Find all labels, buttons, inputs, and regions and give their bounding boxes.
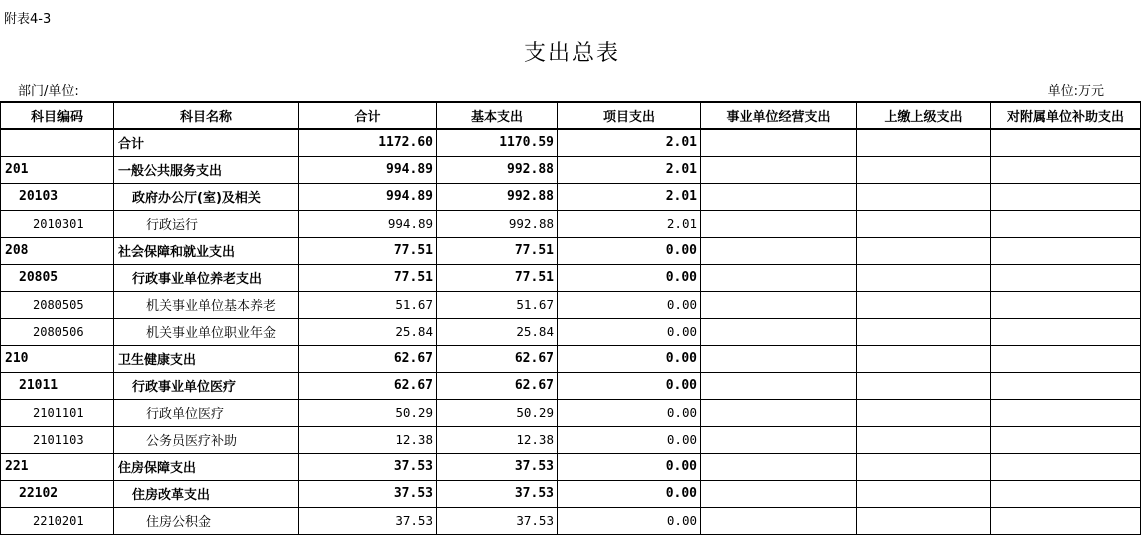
- cell-basic: 37.53: [437, 480, 558, 507]
- cell-code: 22102: [1, 480, 114, 507]
- annex-label: 附表4-3: [4, 12, 52, 27]
- cell-upper: [857, 372, 991, 399]
- expenditure-table: [0, 101, 1141, 535]
- cell-project: 0.00: [558, 480, 701, 507]
- table-row: [1, 237, 1141, 264]
- cell-upper: [857, 264, 991, 291]
- cell-code: 208: [1, 237, 114, 264]
- cell-project: 2.01: [558, 129, 701, 156]
- table-row: [1, 291, 1141, 318]
- cell-total: 994.89: [299, 210, 437, 237]
- cell-total: 37.53: [299, 453, 437, 480]
- cell-name: 公务员医疗补助: [114, 426, 299, 453]
- cell-project: 2.01: [558, 156, 701, 183]
- cell-total: 77.51: [299, 237, 437, 264]
- cell-name: 卫生健康支出: [114, 345, 299, 372]
- department-label: 部门/单位:: [18, 84, 79, 99]
- cell-total: 37.53: [299, 480, 437, 507]
- header-code: 科目编码: [1, 102, 114, 129]
- cell-total: 62.67: [299, 345, 437, 372]
- table-row: [1, 372, 1141, 399]
- header-project: 项目支出: [558, 102, 701, 129]
- cell-name: 行政单位医疗: [114, 399, 299, 426]
- cell-name: 政府办公厅(室)及相关: [114, 183, 299, 210]
- cell-basic: 992.88: [437, 183, 558, 210]
- cell-subsidy: [991, 291, 1141, 318]
- cell-subsidy: [991, 237, 1141, 264]
- cell-project: 0.00: [558, 291, 701, 318]
- cell-upper: [857, 156, 991, 183]
- cell-basic: 992.88: [437, 156, 558, 183]
- cell-business: [701, 372, 857, 399]
- cell-business: [701, 183, 857, 210]
- cell-business: [701, 156, 857, 183]
- cell-subsidy: [991, 372, 1141, 399]
- cell-code: 2101103: [1, 426, 114, 453]
- cell-basic: 50.29: [437, 399, 558, 426]
- cell-name: 机关事业单位基本养老: [114, 291, 299, 318]
- cell-project: 0.00: [558, 237, 701, 264]
- cell-code: 20103: [1, 183, 114, 210]
- cell-basic: 77.51: [437, 264, 558, 291]
- cell-project: 0.00: [558, 372, 701, 399]
- cell-business: [701, 237, 857, 264]
- cell-name: 合计: [114, 129, 299, 156]
- cell-code: 2080505: [1, 291, 114, 318]
- cell-total: 50.29: [299, 399, 437, 426]
- cell-subsidy: [991, 507, 1141, 534]
- cell-subsidy: [991, 156, 1141, 183]
- header-subsidy: 对附属单位补助支出: [991, 102, 1141, 129]
- cell-upper: [857, 291, 991, 318]
- cell-basic: 992.88: [437, 210, 558, 237]
- cell-total: 51.67: [299, 291, 437, 318]
- cell-subsidy: [991, 318, 1141, 345]
- cell-upper: [857, 480, 991, 507]
- table-row: [1, 507, 1141, 534]
- cell-subsidy: [991, 345, 1141, 372]
- cell-name: 住房保障支出: [114, 453, 299, 480]
- cell-project: 0.00: [558, 399, 701, 426]
- table-header-row: [1, 102, 1141, 129]
- cell-total: 25.84: [299, 318, 437, 345]
- cell-project: 0.00: [558, 264, 701, 291]
- cell-basic: 77.51: [437, 237, 558, 264]
- cell-basic: 62.67: [437, 372, 558, 399]
- header-name: 科目名称: [114, 102, 299, 129]
- cell-name: 住房公积金: [114, 507, 299, 534]
- cell-basic: 12.38: [437, 426, 558, 453]
- cell-code: 221: [1, 453, 114, 480]
- cell-upper: [857, 399, 991, 426]
- cell-code: 2080506: [1, 318, 114, 345]
- cell-code: 20805: [1, 264, 114, 291]
- cell-code: 2010301: [1, 210, 114, 237]
- cell-business: [701, 129, 857, 156]
- cell-business: [701, 480, 857, 507]
- page-title: 支出总表: [523, 41, 620, 66]
- cell-upper: [857, 426, 991, 453]
- cell-name: 行政运行: [114, 210, 299, 237]
- table-row: [1, 129, 1141, 156]
- cell-name: 行政事业单位医疗: [114, 372, 299, 399]
- table-row: [1, 399, 1141, 426]
- cell-basic: 25.84: [437, 318, 558, 345]
- cell-business: [701, 426, 857, 453]
- cell-code: 2101101: [1, 399, 114, 426]
- cell-project: 0.00: [558, 426, 701, 453]
- cell-project: 0.00: [558, 345, 701, 372]
- cell-basic: 51.67: [437, 291, 558, 318]
- table-row: [1, 426, 1141, 453]
- table-row: [1, 318, 1141, 345]
- cell-upper: [857, 345, 991, 372]
- cell-total: 994.89: [299, 156, 437, 183]
- cell-name: 机关事业单位职业年金: [114, 318, 299, 345]
- cell-project: 2.01: [558, 183, 701, 210]
- cell-subsidy: [991, 453, 1141, 480]
- cell-upper: [857, 183, 991, 210]
- cell-business: [701, 453, 857, 480]
- cell-name: 住房改革支出: [114, 480, 299, 507]
- cell-subsidy: [991, 264, 1141, 291]
- cell-project: 0.00: [558, 453, 701, 480]
- header-basic: 基本支出: [437, 102, 558, 129]
- table-row: [1, 264, 1141, 291]
- cell-subsidy: [991, 480, 1141, 507]
- cell-code: 21011: [1, 372, 114, 399]
- cell-total: 12.38: [299, 426, 437, 453]
- cell-total: 994.89: [299, 183, 437, 210]
- cell-project: 0.00: [558, 318, 701, 345]
- cell-total: 77.51: [299, 264, 437, 291]
- cell-upper: [857, 129, 991, 156]
- table-row: [1, 210, 1141, 237]
- cell-code: [1, 129, 114, 156]
- cell-subsidy: [991, 210, 1141, 237]
- cell-upper: [857, 507, 991, 534]
- cell-business: [701, 507, 857, 534]
- table-row: [1, 156, 1141, 183]
- cell-business: [701, 291, 857, 318]
- cell-upper: [857, 453, 991, 480]
- cell-upper: [857, 210, 991, 237]
- cell-business: [701, 399, 857, 426]
- cell-business: [701, 264, 857, 291]
- cell-business: [701, 210, 857, 237]
- cell-name: 行政事业单位养老支出: [114, 264, 299, 291]
- cell-total: 37.53: [299, 507, 437, 534]
- cell-basic: 1170.59: [437, 129, 558, 156]
- cell-basic: 37.53: [437, 507, 558, 534]
- cell-code: 201: [1, 156, 114, 183]
- table-row: [1, 480, 1141, 507]
- header-business: 事业单位经营支出: [701, 102, 857, 129]
- header-upper: 上缴上级支出: [857, 102, 991, 129]
- cell-total: 1172.60: [299, 129, 437, 156]
- cell-project: 2.01: [558, 210, 701, 237]
- cell-upper: [857, 237, 991, 264]
- cell-total: 62.67: [299, 372, 437, 399]
- header-total: 合计: [299, 102, 437, 129]
- cell-basic: 62.67: [437, 345, 558, 372]
- cell-name: 社会保障和就业支出: [114, 237, 299, 264]
- cell-business: [701, 345, 857, 372]
- cell-code: 2210201: [1, 507, 114, 534]
- cell-project: 0.00: [558, 507, 701, 534]
- cell-basic: 37.53: [437, 453, 558, 480]
- table-row: [1, 453, 1141, 480]
- cell-subsidy: [991, 426, 1141, 453]
- cell-name: 一般公共服务支出: [114, 156, 299, 183]
- cell-business: [701, 318, 857, 345]
- cell-subsidy: [991, 183, 1141, 210]
- cell-code: 210: [1, 345, 114, 372]
- cell-upper: [857, 318, 991, 345]
- table-row: [1, 345, 1141, 372]
- unit-label: 单位:万元: [1047, 84, 1104, 99]
- cell-subsidy: [991, 129, 1141, 156]
- table-row: [1, 183, 1141, 210]
- cell-subsidy: [991, 399, 1141, 426]
